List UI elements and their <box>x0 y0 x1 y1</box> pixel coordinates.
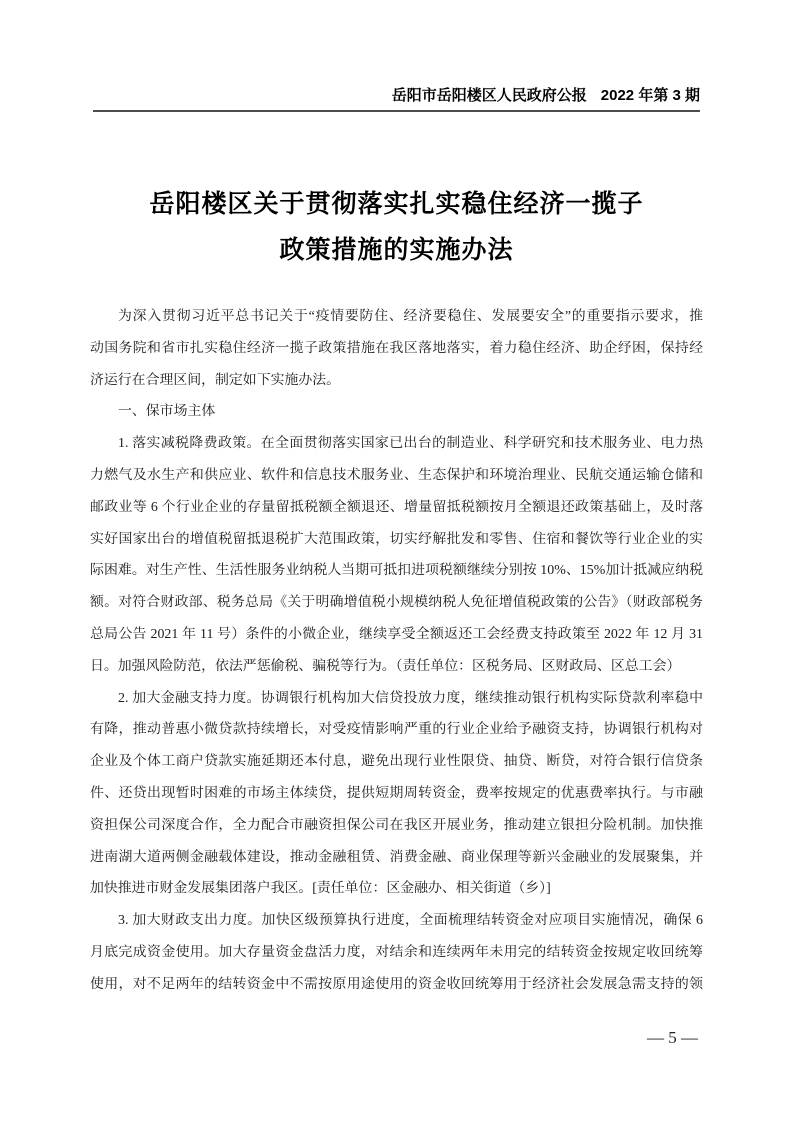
intro-line: 济运行在合理区间，制定如下实施办法。 <box>90 372 341 388</box>
document-body <box>90 301 703 1001</box>
item2-line: 进南湖大道两侧金融载体建设，推动金融租赁、消费金融、商业保理等新兴金融业的发展聚集，并 <box>90 849 703 865</box>
section-heading: 一、保市场主体 <box>118 404 216 420</box>
page-header <box>93 84 700 105</box>
item1-line: 实好国家出台的增值税留抵退税扩大范围政策，切实纾解批发和零售、住宿和餐饮等行业企业的实 <box>90 531 703 547</box>
item1-line: 1. 落实减税降费政策。在全面贯彻落实国家已出台的制造业、科学研究和技术服务业、电力热 <box>118 436 703 452</box>
journal-title: 岳阳市岳阳楼区人民政府公报 <box>391 87 587 104</box>
item1-line: 力燃气及水生产和供应业、软件和信息技术服务业、生态保护和环境治理业、民航交通运输仓储和 <box>90 467 703 483</box>
item3-line: 使用，对不足两年的结转资金中不需按原用途使用的资金收回统筹用于经济社会发展急需支持的领 <box>90 976 703 992</box>
item2-line: 有降，推动普惠小微贷款持续增长，对受疫情影响严重的行业企业给予融资支持，协调银行机构对 <box>90 722 703 738</box>
item2-line: 2. 加大金融支持力度。协调银行机构加大信贷投放力度，继续推动银行机构实际贷款利率稳中 <box>118 690 703 706</box>
item3-line: 月底完成资金使用。加大存量资金盘活力度，对结余和连续两年未用完的结转资金按规定收回统筹 <box>90 944 703 960</box>
item1-line: 总局公告 2021 年 11 号）条件的小微企业，继续享受全额返还工会经费支持政策至 2022 年 12 月 31 <box>90 626 703 642</box>
item2-line: 企业及个体工商户贷款实施延期还本付息，避免出现行业性限贷、抽贷、断贷，对符合银行信贷条 <box>90 754 703 770</box>
item1-line: 日。加强风险防范，依法严惩偷税、骗税等行为。（责任单位：区税务局、区财政局、区总工会） <box>90 658 681 674</box>
item1-line: 额。对符合财政部、税务总局《关于明确增值税小规模纳税人免征增值税政策的公告》（财政部税务 <box>90 595 703 611</box>
item2-line: 资担保公司深度合作，全力配合市融资担保公司在我区开展业务，推动建立银担分险机制。加快推 <box>90 817 703 833</box>
document-title-line-2: 政策措施的实施办法 <box>279 237 514 264</box>
header-rule <box>93 110 700 112</box>
item2-line: 件、还贷出现暂时困难的市场主体续贷，提供短期周转资金，费率按规定的优惠费率执行。与市融 <box>90 785 703 801</box>
item1-line: 际困难。对生产性、生活性服务业纳税人当期可抵扣进项税额继续分别按 10%、15%加计抵减应纳税 <box>90 563 703 579</box>
item1-line: 邮政业等 6 个行业企业的存量留抵税额全额退还、增量留抵税额按月全额退还政策基础上，及时落 <box>90 499 703 515</box>
document-title <box>0 182 793 274</box>
item2-line: 加快推进市财金发展集团落户我区。[责任单位：区金融办、相关街道（乡）] <box>90 881 551 897</box>
issue-label: 2022 年第 3 期 <box>600 87 700 104</box>
item3-line: 3. 加大财政支出力度。加快区级预算执行进度，全面梳理结转资金对应项目实施情况，确保 6 <box>118 913 703 929</box>
intro-line: 动国务院和省市扎实稳住经济一揽子政策措施在我区落地落实，着力稳住经济、助企纾困，保持经 <box>90 340 703 356</box>
page-number: — 5 — <box>647 1028 698 1047</box>
intro-line: 为深入贯彻习近平总书记关于“疫情要防住、经济要稳住、发展要安全”的重要指示要求，推 <box>118 309 703 324</box>
document-title-line-1: 岳阳楼区关于贯彻落实扎实稳住经济一揽子 <box>149 191 644 218</box>
